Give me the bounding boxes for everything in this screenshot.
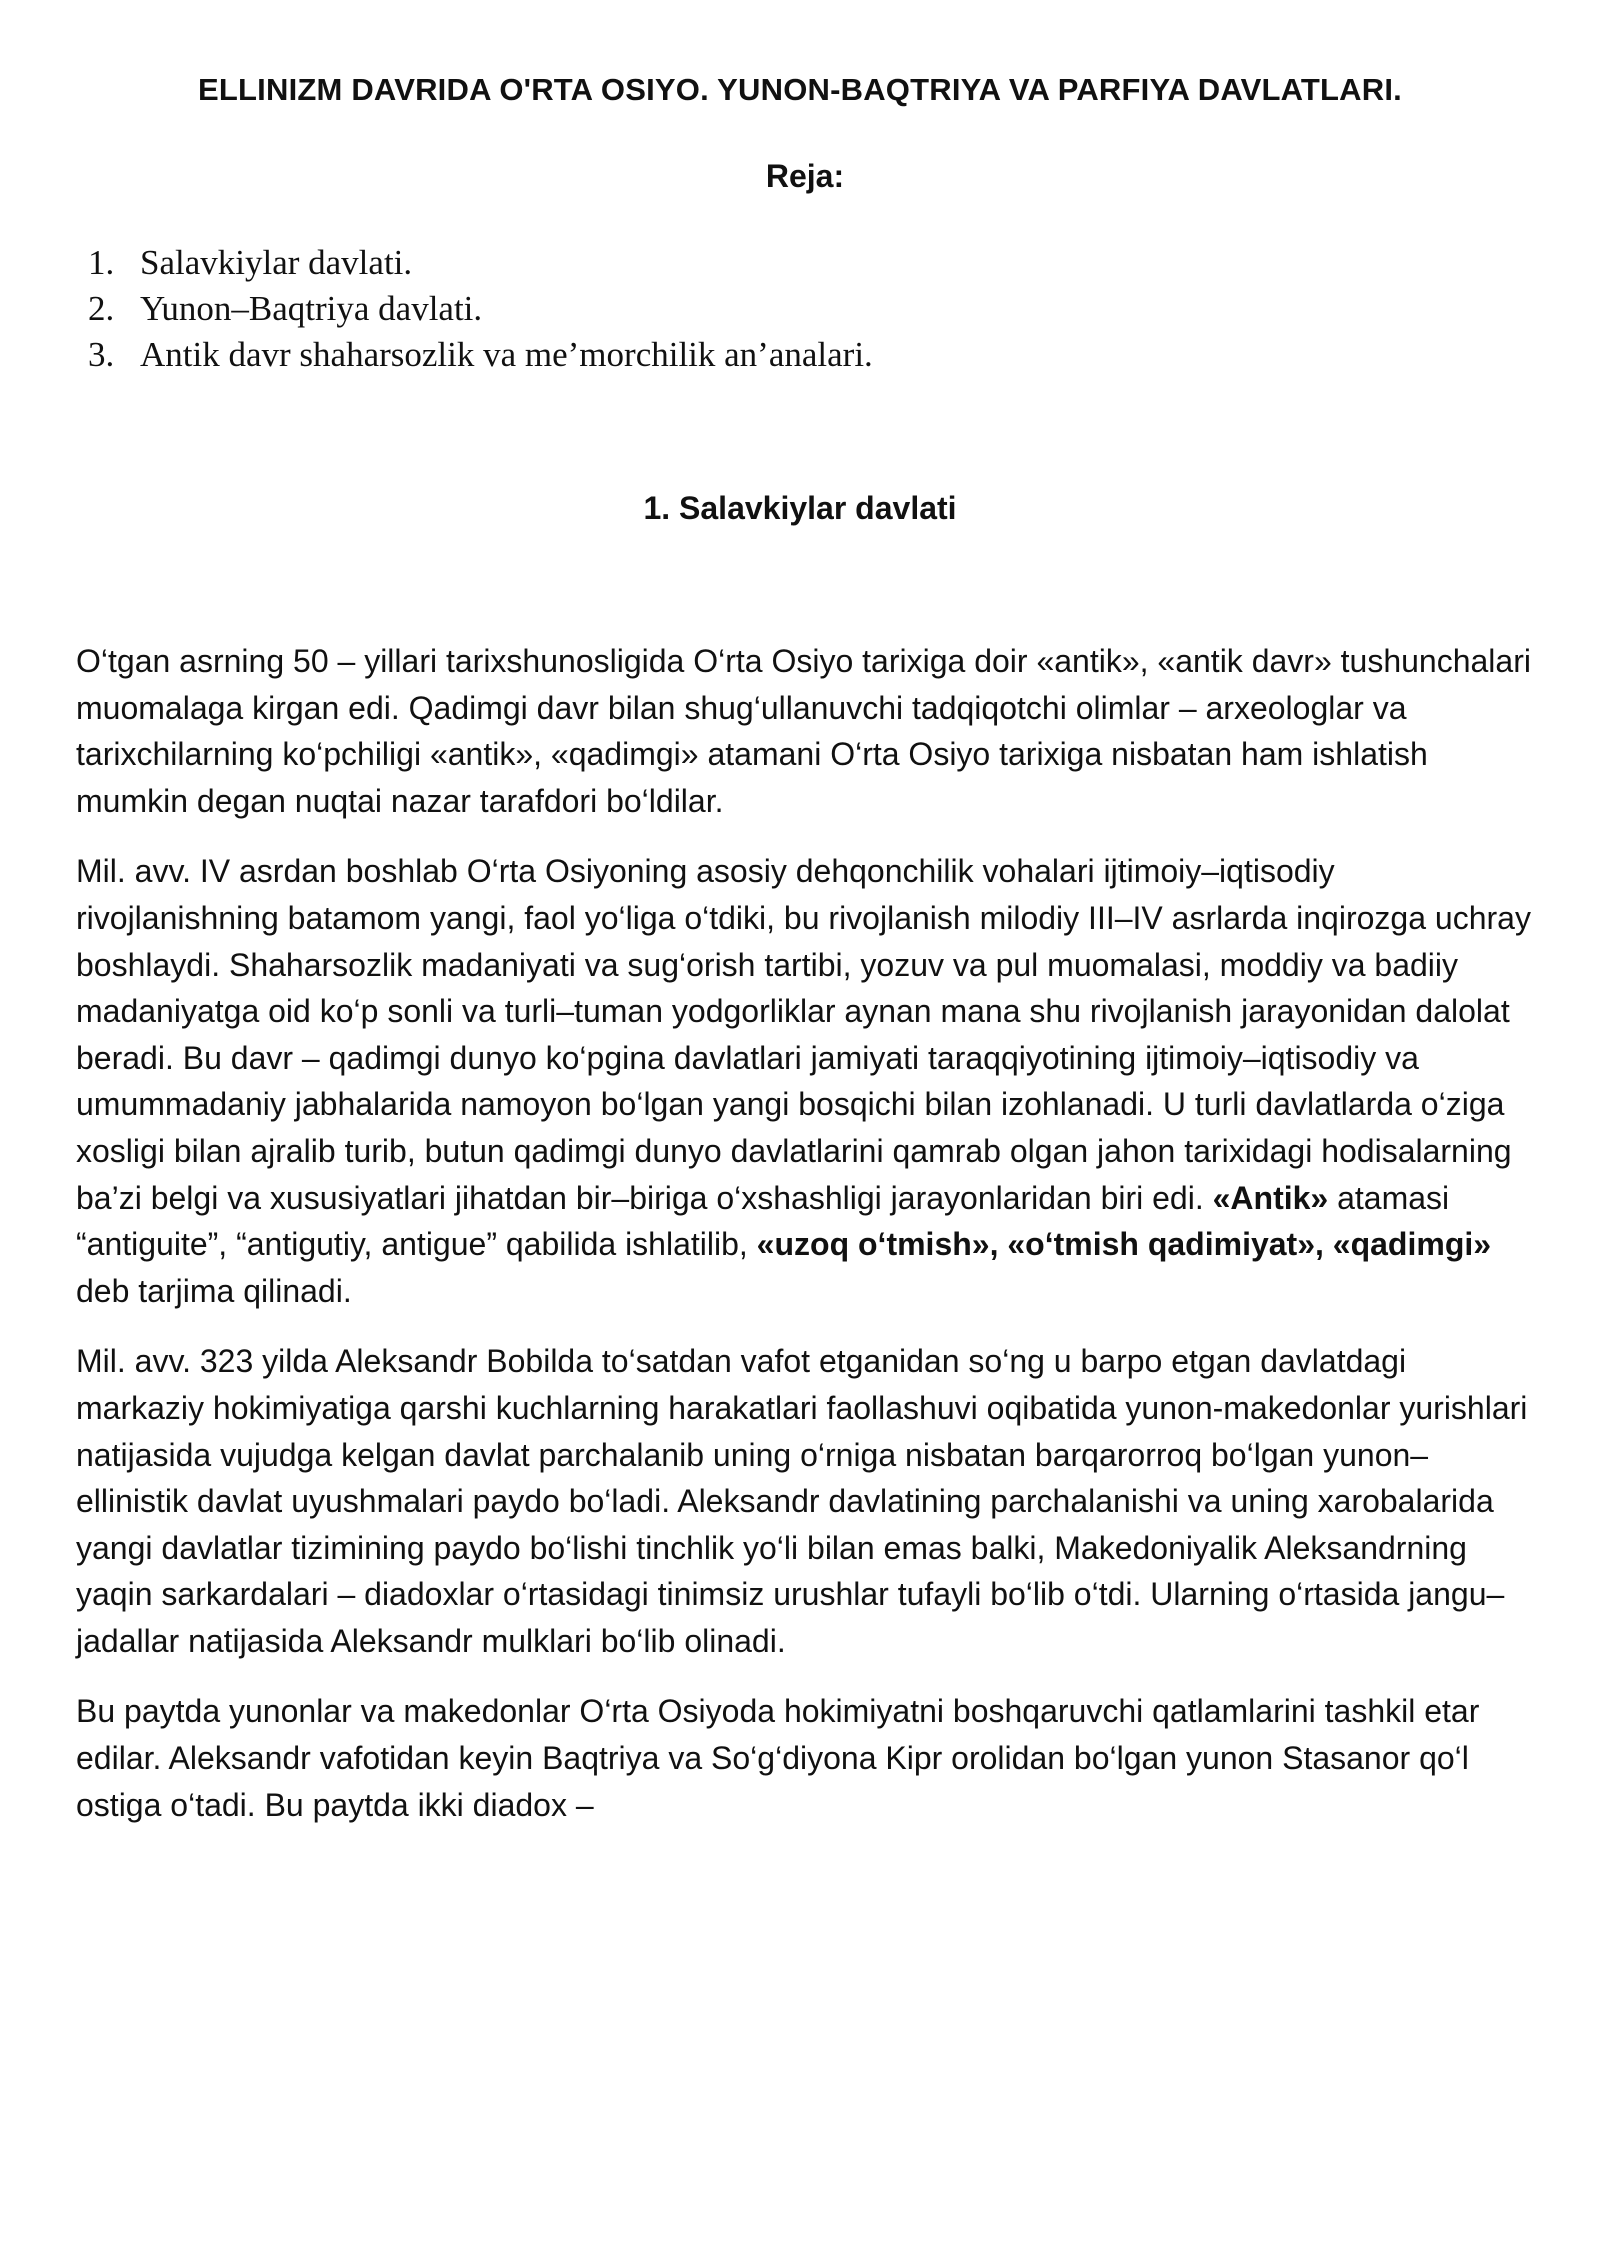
plan-item: [88, 332, 873, 378]
plan-item-number: 3.: [88, 335, 115, 374]
paragraph: Mil. avv. 323 yilda Aleksandr Bobilda to‘satdan vafot etganidan so‘ng u barpo etgan davlatdagi markaziy hokimiyatiga qarshi kuchlarning harakatlari faollashuvi oqibatida yunon-makedonlar yurishlari natijasida vujudga kelgan davlat parchalanib uning o‘rniga nisbatan barqarorroq bo‘lgan yunon–ellinistik davlat uyushmalari paydo bo‘ladi. Aleksandr davlatining parchalanishi va uning xarobalarida yangi davlatlar tizimining paydo bo‘lishi tinchlik yo‘li bilan emas balki, Makedoniyalik Aleksandrning yaqin sarkardalari – diadoxlar o‘rtasidagi tinimsiz urushlar tufayli bo‘lib o‘tdi. Ularning o‘rtasida jangu–jadallar natijasida Aleksandr mulklari bo‘lib olinadi.: [76, 1343, 1528, 1659]
plan-item-number: 2.: [88, 289, 115, 328]
plan-item: [88, 240, 873, 286]
bold-term: «Antik»: [1212, 1179, 1329, 1216]
plan-item-number: 1.: [88, 243, 115, 282]
section-heading: 1. Salavkiylar davlati: [643, 490, 957, 526]
paragraph-text: atamasi “antiguite”, “antigutiy, antigue” qabilida ishlatilib,: [76, 1179, 1450, 1263]
plan-item: [88, 286, 873, 332]
paragraph-text: Mil. avv. IV asrdan boshlab O‘rta Osiyoning asosiy dehqonchilik vohalari ijtimoiy–iqtisodiy rivojlanishning batamom yangi, faol yo‘liga o‘tdiki, bu rivojlanish milodiy III–IV asrlarda inqirozga uchray boshlaydi. Shaharsozlik madaniyati va sug‘orish tartibi, yozuv va pul muomalasi, moddiy va badiiy madaniyatga oid ko‘p sonli va turli–tuman yodgorliklar aynan mana shu rivojlanish jarayonidan dalolat beradi. Bu davr – qadimgi dunyo ko‘pgina davlatlari jamiyati taraqqiyotining ijtimoiy–iqtisodiy va umummadaniy jabhalarida namoyon bo‘lgan yangi bosqichi bilan izohlanadi. U turli davlatlarda o‘ziga xosligi bilan ajralib turib, butun qadimgi dunyo davlatlarini qamrab olgan jahon tarixidagi hodisalarning ba’zi belgi va xususiyatlari jihatdan bir–biriga o‘xshashligi jarayonlaridan biri edi.: [76, 853, 1531, 1216]
paragraph: O‘tgan asrning 50 – yillari tarixshunosligida O‘rta Osiyo tarixiga doir «antik», «antik davr» tushunchalari muomalaga kirgan edi. Qadimgi davr bilan shug‘ullanuvchi tadqiqotchi olimlar – arxeologlar va tarixchilarning ko‘pchiligi «antik», «qadimgi» atamani O‘rta Osiyo tarixiga nisbatan ham ishlatish mumkin degan nuqtai nazar tarafdori bo‘ldilar.: [76, 643, 1531, 819]
plan-item-text: Antik davr shaharsozlik va me’morchilik an’analari.: [140, 335, 873, 374]
bold-translation: «uzoq o‘tmish», «o‘tmish qadimiyat», «qadimgi»: [756, 1226, 1492, 1263]
paragraph: Bu paytda yunonlar va makedonlar O‘rta Osiyoda hokimiyatni boshqaruvchi qatlamlarini tashkil etar edilar. Aleksandr vafotidan keyin Baqtriya va So‘g‘diyona Kipr orolidan bo‘lgan yunon Stasanor qo‘l ostiga o‘tadi. Bu paytda ikki diadox –: [76, 1693, 1480, 1823]
plan-heading: Reja:: [765, 158, 845, 194]
plan-item-text: Salavkiylar davlati.: [140, 243, 413, 282]
paragraph: [76, 848, 1536, 1314]
body-text: [76, 638, 1536, 1852]
paragraph-text: deb tarjima qilinadi.: [76, 1272, 352, 1309]
plan-item-text: Yunon–Baqtriya davlati.: [140, 289, 483, 328]
document-title: ELLINIZM DAVRIDA O'RTA OSIYO. YUNON-BAQTRIYA VA PARFIYA DAVLATLARI.: [198, 72, 1402, 107]
plan-list: [88, 240, 873, 378]
